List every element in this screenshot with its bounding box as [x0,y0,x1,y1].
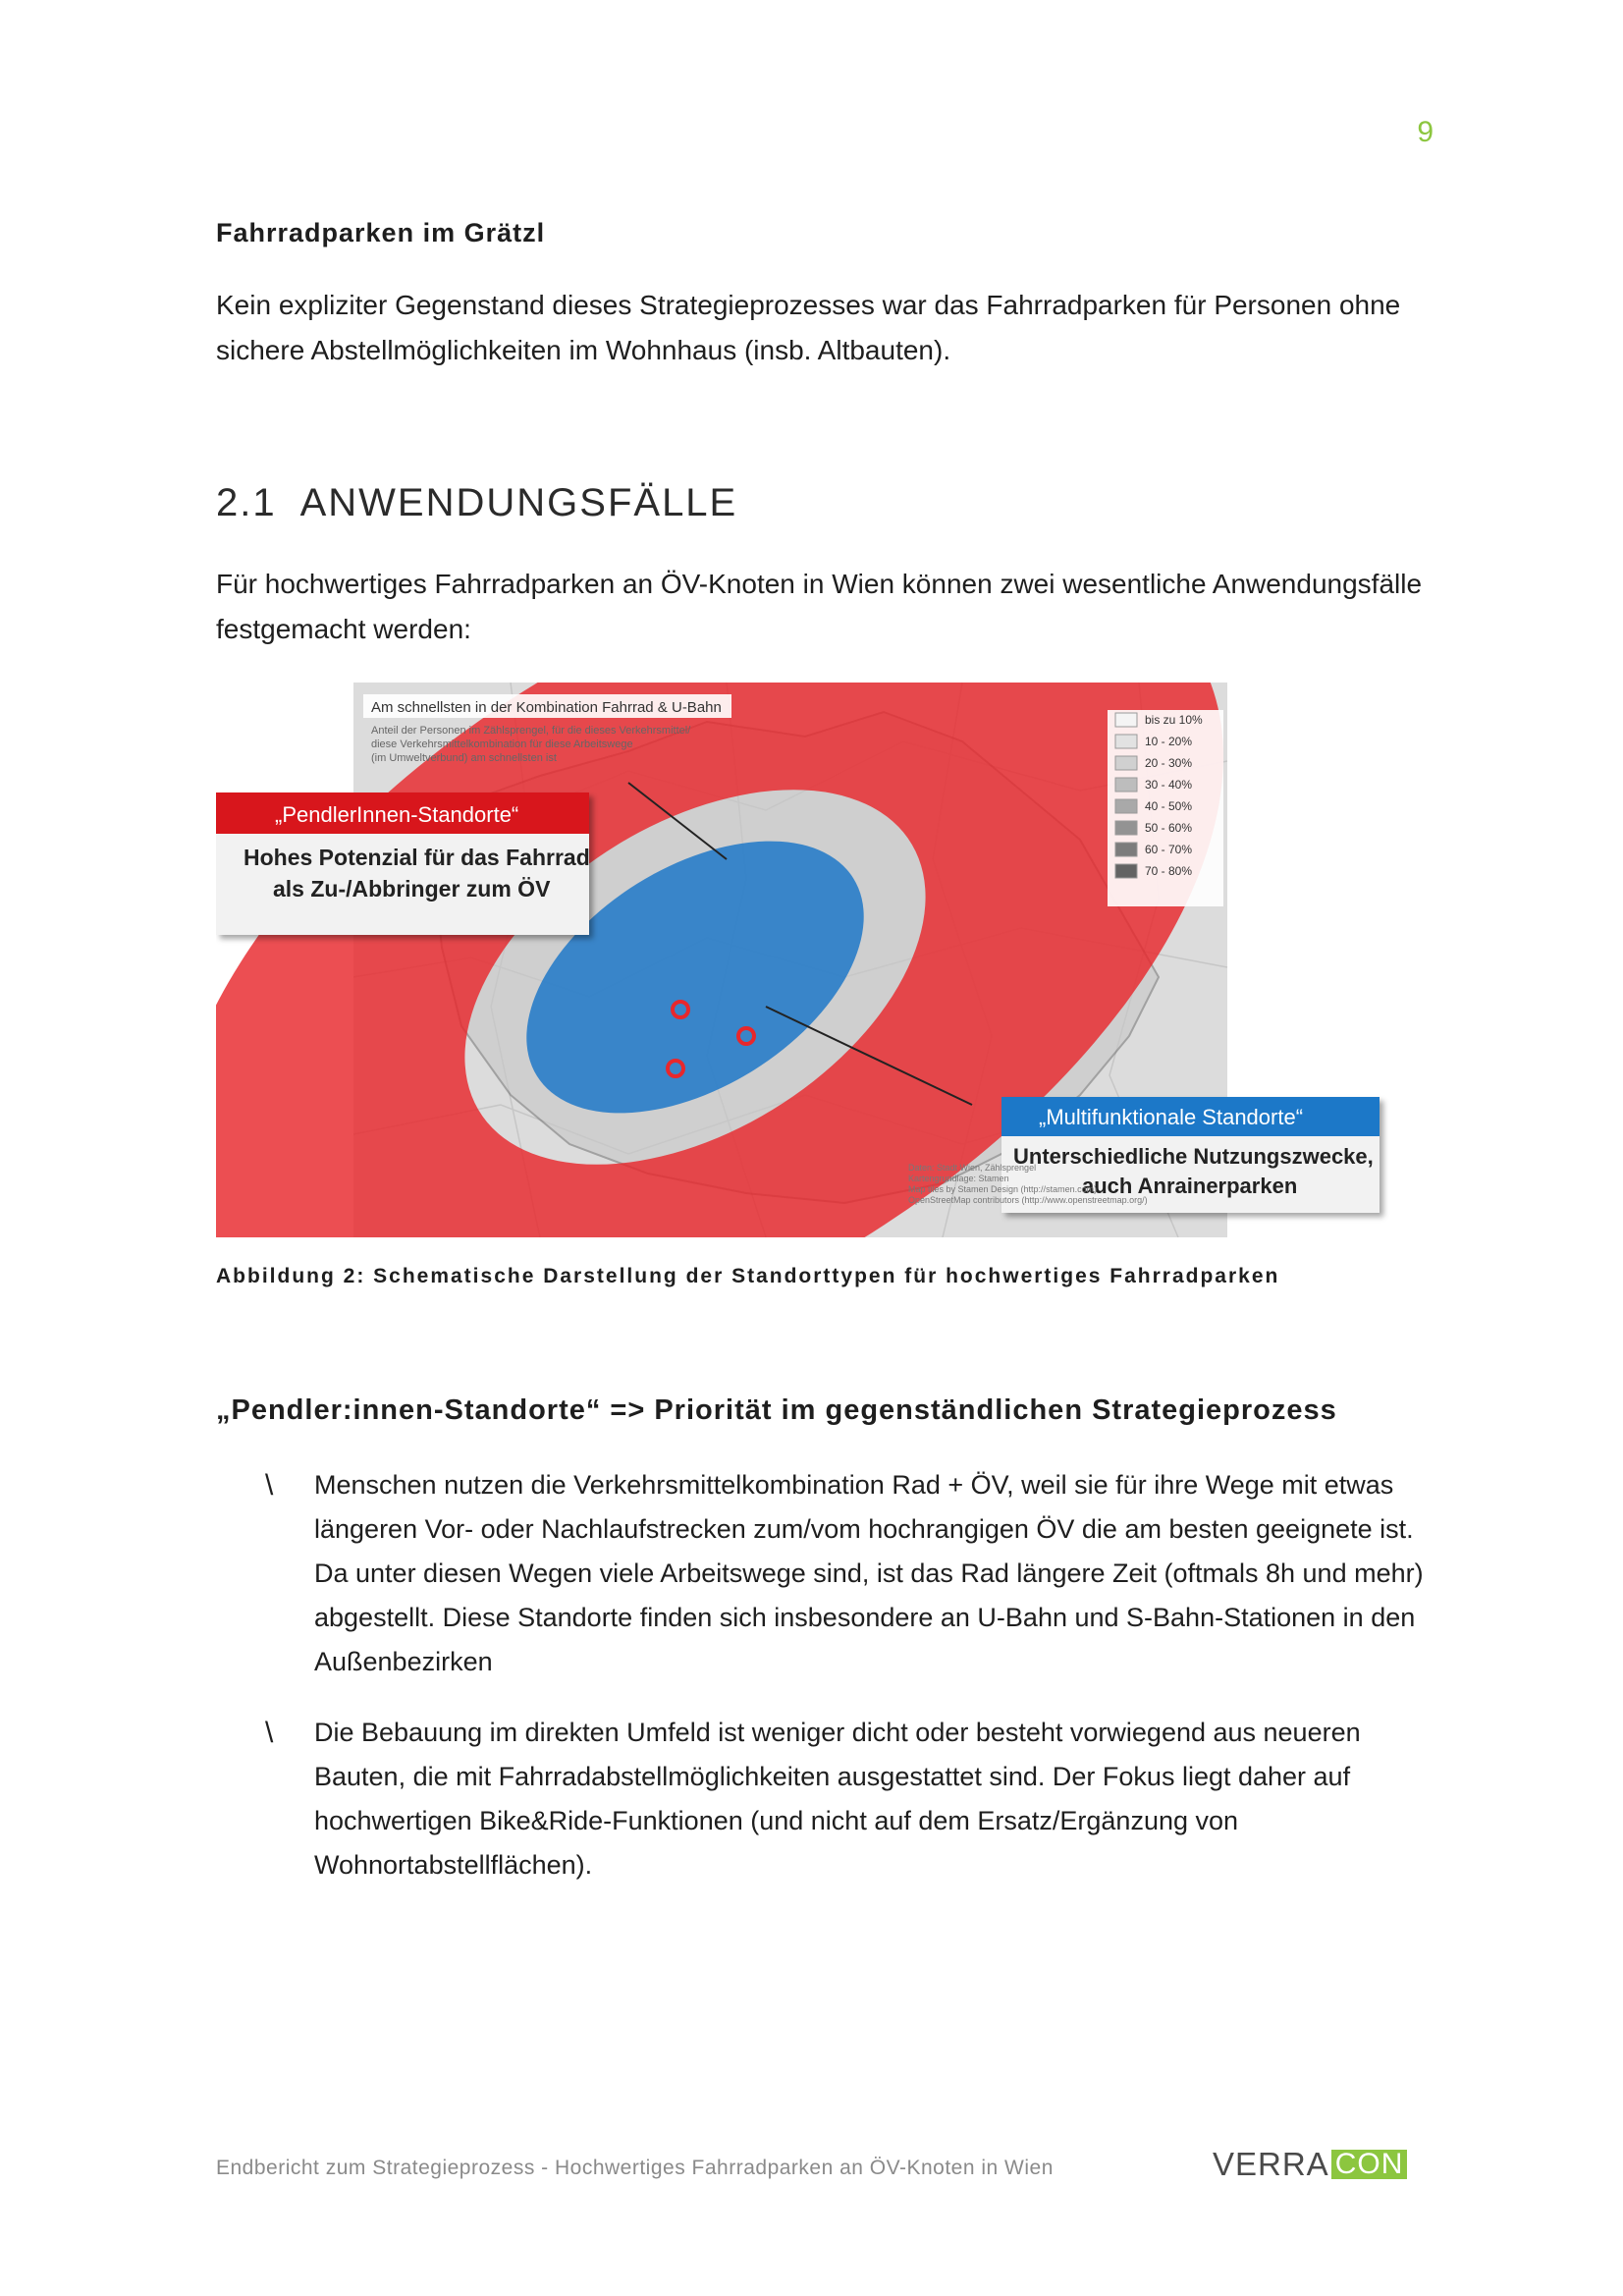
list-item-text: Menschen nutzen die Verkehrsmittelkombination Rad + ÖV, weil sie für ihre Wege mit etwas längeren Vor- oder Nachlaufstrecken zum/vom hochrangigen ÖV die am besten geeignete ist. Da unter diesen Wegen viele Arbeitswege sind, ist das Rad längere Zeit (oftmals 8h und mehr) abgestellt. Diese Standorte finden sich insbesondere an U-Bahn und S-Bahn-Stationen in den Außenbezirken [314,1470,1424,1676]
section-title: ANWENDUNGSFÄLLE [299,481,738,524]
list-item [265,1463,1426,1684]
callout-multifunktional-title: „Multifunktionale Standorte“ [1039,1105,1304,1129]
verracon-logo [1213,2147,1407,2182]
legend-swatch [1115,821,1137,835]
callout-multifunktional-text-1: Unterschiedliche Nutzungszwecke, [1013,1144,1374,1169]
legend-swatch [1115,713,1137,727]
map-title: Am schnellsten in der Kombination Fahrrad & U-Bahn [371,699,722,716]
legend-label: 20 - 30% [1145,756,1193,770]
callout-pendler-text-1: Hohes Potenzial für das Fahrrad [243,845,590,870]
map-credit-2: Kartengrundlage: Stamen [908,1174,1009,1183]
legend-swatch [1115,778,1137,792]
legend-swatch [1115,756,1137,770]
heading-graetzl: Fahrradparken im Grätzl [216,218,546,247]
figure-map [216,683,1394,1237]
legend-label: 10 - 20% [1145,735,1193,748]
bullet-marker: \ [265,1469,274,1502]
callout-pendler-title: „PendlerInnen-Standorte“ [275,802,519,827]
legend-label: 40 - 50% [1145,799,1193,813]
map-subtitle-1: Anteil der Personen im Zählsprengel, für die dieses Verkehrsmittel/ [371,725,691,737]
callout-multifunktional-text-2: auch Anrainerparken [1082,1174,1298,1198]
bullet-marker: \ [265,1717,274,1749]
map-subtitle-3: (im Umweltverbund) am schnellsten ist [371,752,557,764]
list-item [265,1711,1426,1887]
paragraph-graetzl: Kein expliziter Gegenstand dieses Strategieprozesses war das Fahrradparken für Personen ohne sichere Abstellmöglichkeiten im Wohnhaus (insb. Altbauten). [216,290,1401,365]
legend-label: 50 - 60% [1145,821,1193,835]
paragraph-intro: Für hochwertiges Fahrradparken an ÖV-Knoten in Wien können zwei wesentliche Anwendungsfälle festgemacht werden: [216,569,1423,644]
legend-swatch [1115,843,1137,856]
callout-pendler-text-2: als Zu-/Abbringer zum ÖV [273,876,551,902]
page-number: 9 [1417,116,1434,148]
section-heading [216,481,737,525]
figure-caption: Abbildung 2: Schematische Darstellung der Standorttypen für hochwertiges Fahrradparken [216,1265,1280,1287]
map-subtitle-2: diese Verkehrsmittelkombination für diese Arbeitswege [371,738,633,750]
section-number: 2.1 [216,481,277,524]
legend-swatch [1115,864,1137,878]
map-credit-3: Map tiles by Stamen Design (http://stamen.com) [908,1184,1098,1194]
subheading-pendler: „Pendler:innen-Standorte“ => Priorität im gegenständlichen Strategieprozess [216,1394,1337,1426]
logo-right: CON [1331,2150,1408,2179]
legend-label: 70 - 80% [1145,864,1193,878]
legend-swatch [1115,735,1137,748]
legend-swatch [1115,799,1137,813]
list-item-text: Die Bebauung im direkten Umfeld ist weniger dicht oder besteht vorwiegend aus neueren Bauten, die mit Fahrradabstellmöglichkeiten ausgestattet sind. Der Fokus liegt daher auf hochwertigen Bike&Ride-Funktionen (und nicht auf dem Ersatz/Ergänzung von Wohnortabstellflächen). [314,1718,1361,1880]
logo-left: VERRA [1213,2146,1329,2182]
legend-label: 30 - 40% [1145,778,1193,792]
footer-text: Endbericht zum Strategieprozess - Hochwertiges Fahrradparken an ÖV-Knoten in Wien [216,2157,1054,2179]
legend-label: 60 - 70% [1145,843,1193,856]
map-credit-4: OpenStreetMap contributors (http://www.openstreetmap.org/) [908,1195,1148,1205]
map-credit-1: Daten: Stadt Wien, Zählsprengel [908,1163,1037,1173]
legend-label: bis zu 10% [1145,713,1203,727]
